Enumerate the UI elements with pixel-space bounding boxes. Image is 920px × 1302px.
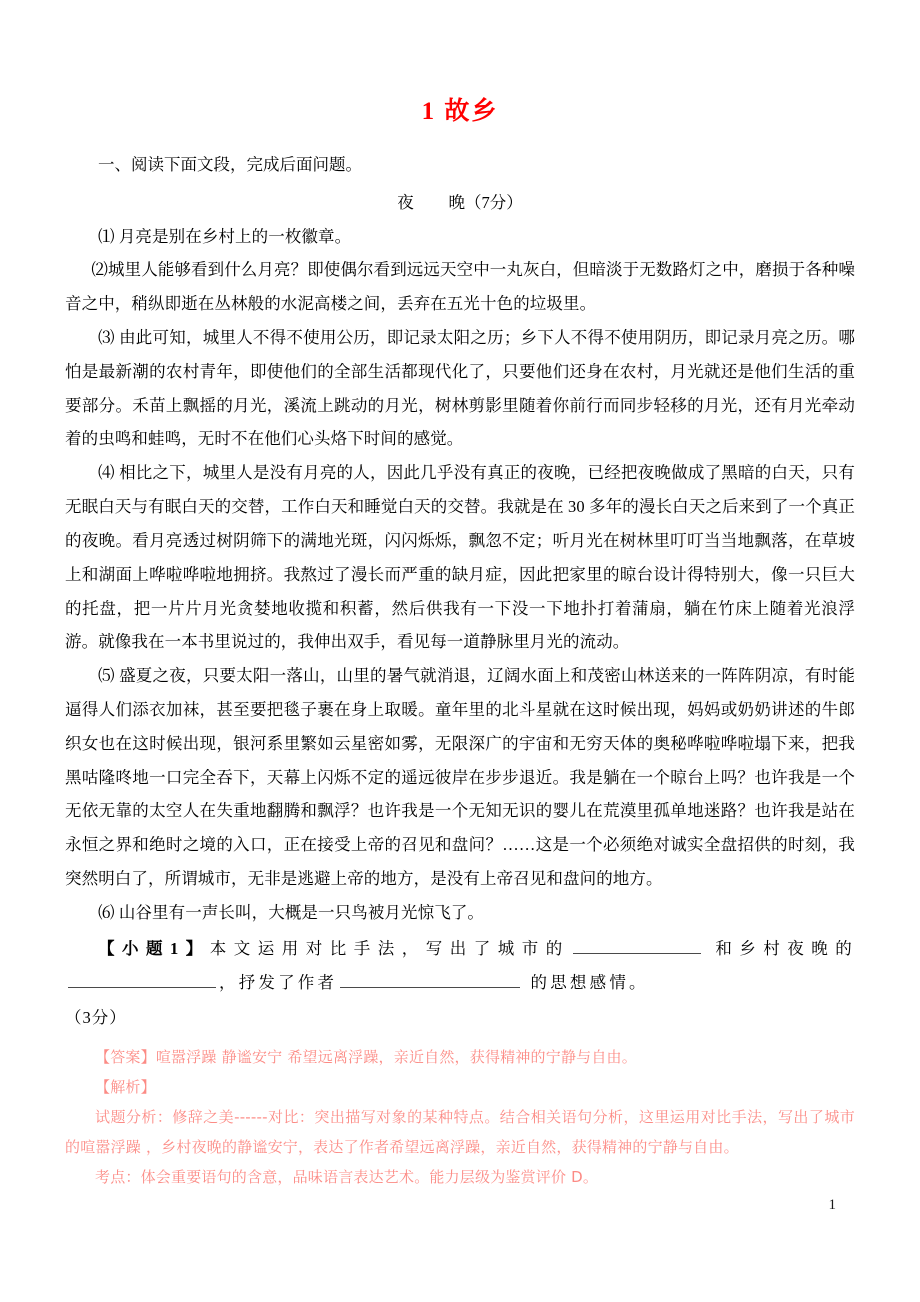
question-text-part4: 的思想感情。 <box>530 973 649 993</box>
passage-paragraph-4: ⑷ 相比之下，城里人是没有月亮的人，因此几乎没有真正的夜晚，已经把夜晚做成了黑暗的白天，只有无眠白天与有眠白天的交替，工作白天和睡觉白天的交替。我就是在 30 多年的漫长白天之后来到了一个真正的夜晚。看月亮透过树阴筛下的满地光斑，闪闪烁烁，飘忽不定；听月光在树林里叮叮当当地飘落，在草坡上和湖面上哗啦哗啦地拥挤。我熬过了漫长而严重的缺月症，因此把家里的晾台设计得特别大，像一只巨大的托盘，把一片片月光贪婪地收揽和积蓄，然后供我有一下没一下地扑打着蒲扇，躺在竹床上随着光浪浮游。就像我在一本书里说过的，我伸出双手，看见每一道静脉里月光的流动。 <box>65 463 855 652</box>
passage-title-char: 夜 <box>397 193 414 213</box>
page-number: 1 <box>828 1197 836 1213</box>
answer-label: 【答案】 <box>95 1047 156 1066</box>
question-text-part2: 和乡村夜晚的 <box>715 938 855 958</box>
question-1 <box>65 932 855 1001</box>
passage-title <box>65 187 855 219</box>
answer-analysis-block <box>65 1042 855 1192</box>
question-label: 【小题1】 <box>98 938 210 958</box>
exam-point-line: 考点：体会重要语句的含意，品味语言表达艺术。能力层级为鉴赏评价 D。 <box>95 1167 599 1186</box>
answer-blank-2[interactable] <box>68 970 216 988</box>
answer-line <box>65 1042 855 1072</box>
passage-paragraph-6: ⑹ 山谷里有一声长叫，大概是一只鸟被月光惊飞了。 <box>98 902 485 922</box>
passage-paragraph-5: ⑸ 盛夏之夜，只要太阳一落山，山里的暑气就消退，辽阔水面上和茂密山林送来的一阵阵阴凉，有时能逼得人们添衣加袜，甚至要把毯子裹在身上取暖。童年里的北斗星就在这时候出现，妈妈或奶奶讲述的牛郎织女也在这时候出现，银河系里繁如云星密如雾，无限深广的宇宙和无穷天体的奥秘哗啦哗啦塌下来，把我黑咕隆咚地一口完全吞下，天幕上闪烁不定的遥远彼岸在步步退近。我是躺在一个晾台上吗？也许我是一个无依无靠的太空人在失重地翻腾和飘浮？也许我是一个无知无识的婴儿在荒漠里孤单地迷路？也许我是站在永恒之界和绝时之境的入口，正在接受上帝的召见和盘问？……这是一个必须绝对诚实全盘招供的时刻，我突然明白了，所谓城市，无非是逃避上帝的地方，是没有上帝召见和盘问的地方。 <box>65 666 855 889</box>
section-lead: 一、阅读下面文段，完成后面问题。 <box>98 155 362 175</box>
passage-paragraph-3: ⑶ 由此可知，城里人不得不使用公历，即记录太阳之历；乡下人不得不使用阴历，即记录月亮之历。哪怕是最新潮的农村青年，即使他们的全部生活都现代化了，只要他们还身在农村，月光就还是他们生活的重要部分。禾苗上飘摇的月光，溪流上跳动的月光，树林剪影里随着你前行而同步轻移的月光，还有月光牵动着的虫鸣和蛙鸣，无时不在他们心头烙下时间的感觉。 <box>65 328 855 449</box>
answer-blank-1[interactable] <box>573 935 701 953</box>
page-title: 1 故乡 <box>421 98 499 125</box>
question-text-part3: ，抒发了作者 <box>219 973 338 993</box>
analysis-text-line: 试题分析：修辞之美------对比：突出描写对象的某种特点。结合相关语句分析，这里运用对比手法，写出了城市的喧嚣浮躁 ，乡村夜晚的静谧安宁，表达了作者希望远离浮躁，亲近自然，获得精神的宁静与自由。 <box>65 1107 855 1156</box>
question-score: （3分） <box>65 1007 127 1027</box>
passage-paragraph-2: ⑵城里人能够看到什么月亮？即使偶尔看到远远天空中一丸灰白，但暗淡于无数路灯之中，磨损于各种噪音之中，稍纵即逝在丛林般的水泥高楼之间，丢弃在五光十色的垃圾里。 <box>65 260 855 314</box>
answer-text: 喧嚣浮躁 静谧安宁 希望远离浮躁，亲近自然，获得精神的宁静与自由。 <box>155 1047 637 1066</box>
answer-blank-3[interactable] <box>340 970 520 988</box>
passage-title-rest: 晚（7分） <box>448 193 523 213</box>
passage-paragraph-1: ⑴ 月亮是别在乡村上的一枚徽章。 <box>98 226 352 246</box>
question-text-part1: 本文运用对比手法，写出了城市的 <box>209 938 570 958</box>
analysis-label-line: 【解析】 <box>95 1077 156 1096</box>
